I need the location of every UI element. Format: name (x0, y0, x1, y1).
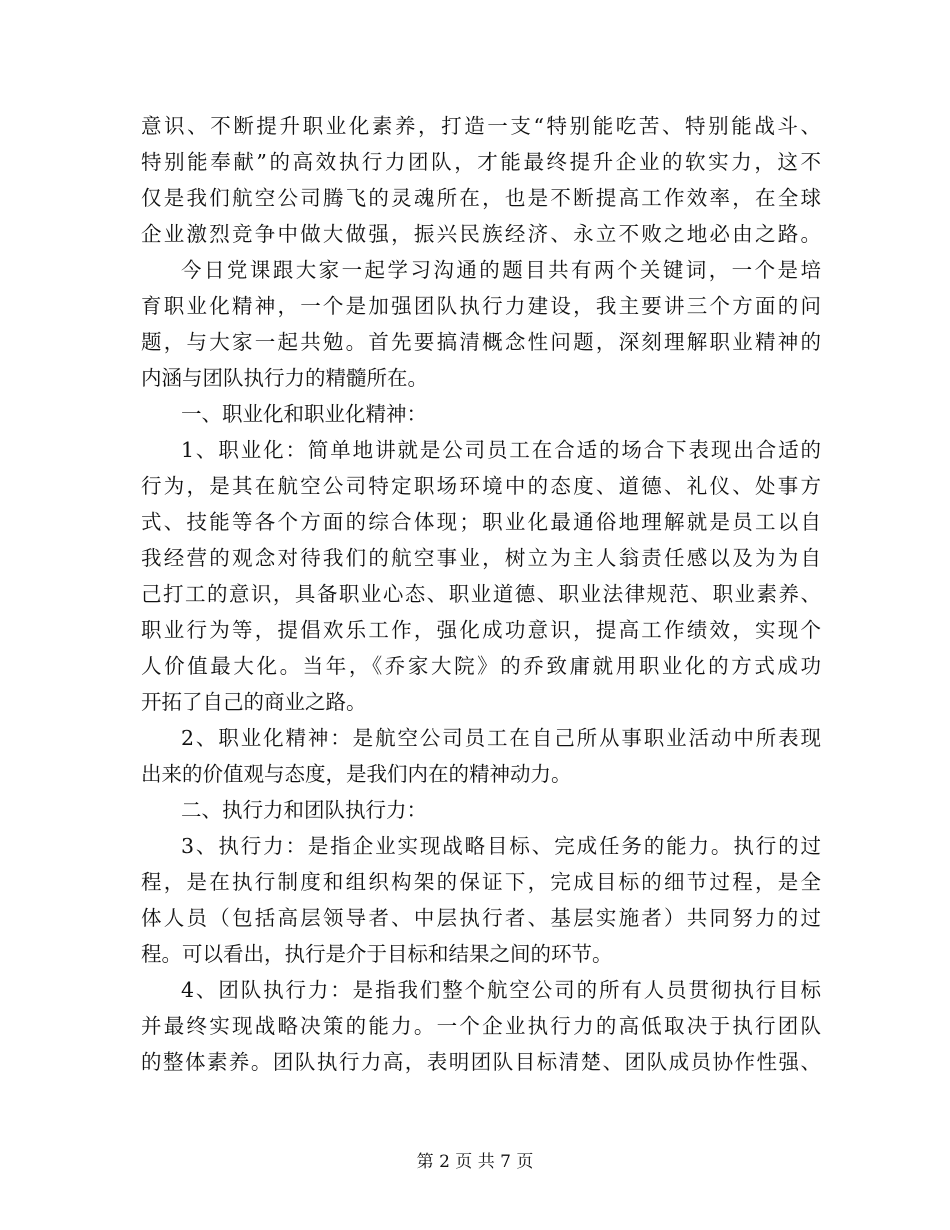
text-line: 开拓了自己的商业之路。 (141, 690, 367, 714)
text-line: 出来的价值观与态度，是我们内在的精神动力。 (141, 762, 572, 786)
text-line: 内涵与团队执行力的精髓所在。 (141, 366, 428, 390)
section-heading: 一、职业化和职业化精神： (181, 402, 427, 426)
text-line: 己打工的意识，具备职业心态、职业道德、职业法律规范、职业素养、 (141, 582, 821, 606)
text-line: 题，与大家一起共勉。首先要搞清概念性问题，深刻理解职业精神的 (141, 330, 821, 354)
text-line: 我经营的观念对待我们的航空事业，树立为主人翁责任感以及为为自 (141, 546, 821, 570)
text-line: 的整体素养。团队执行力高，表明团队目标清楚、团队成员协作性强、 (141, 1050, 821, 1074)
text-line: 行为，是其在航空公司特定职场环境中的态度、道德、礼仪、处事方 (141, 474, 821, 498)
text-line: 企业激烈竞争中做大做强，振兴民族经济、永立不败之地必由之路。 (141, 222, 821, 246)
section-heading: 二、执行力和团队执行力： (181, 798, 427, 822)
text-line: 3、执行力：是指企业实现战略目标、完成任务的能力。执行的过 (181, 834, 821, 858)
text-line: 人价值最大化。当年，《乔家大院》的乔致庸就用职业化的方式成功 (141, 654, 821, 678)
text-line: 特别能奉献”的高效执行力团队，才能最终提升企业的软实力，这不 (141, 150, 821, 174)
text-line: 体人员（包括高层领导者、中层执行者、基层实施者）共同努力的过 (141, 906, 821, 930)
text-line: 育职业化精神，一个是加强团队执行力建设，我主要讲三个方面的问 (141, 294, 821, 318)
text-line: 1、职业化：简单地讲就是公司员工在合适的场合下表现出合适的 (181, 438, 821, 462)
text-line: 今日党课跟大家一起学习沟通的题目共有两个关键词，一个是培 (181, 258, 821, 282)
text-line: 式、技能等各个方面的综合体现；职业化最通俗地理解就是员工以自 (141, 510, 821, 534)
text-line: 意识、不断提升职业化素养，打造一支“特别能吃苦、特别能战斗、 (141, 114, 821, 138)
text-line: 职业行为等，提倡欢乐工作，强化成功意识，提高工作绩效，实现个 (141, 618, 821, 642)
text-line: 仅是我们航空公司腾飞的灵魂所在，也是不断提高工作效率，在全球 (141, 186, 821, 210)
page-number: 第 2 页 共 7 页 (416, 1152, 534, 1172)
text-line: 2、职业化精神：是航空公司员工在自己所从事职业活动中所表现 (181, 726, 821, 750)
text-line: 程，是在执行制度和组织构架的保证下，完成目标的细节过程，是全 (141, 870, 821, 894)
text-line: 并最终实现战略决策的能力。一个企业执行力的高低取决于执行团队 (141, 1014, 821, 1038)
text-line: 4、团队执行力：是指我们整个航空公司的所有人员贯彻执行目标 (181, 978, 821, 1002)
text-line: 程。可以看出，执行是介于目标和结果之间的环节。 (141, 942, 613, 966)
